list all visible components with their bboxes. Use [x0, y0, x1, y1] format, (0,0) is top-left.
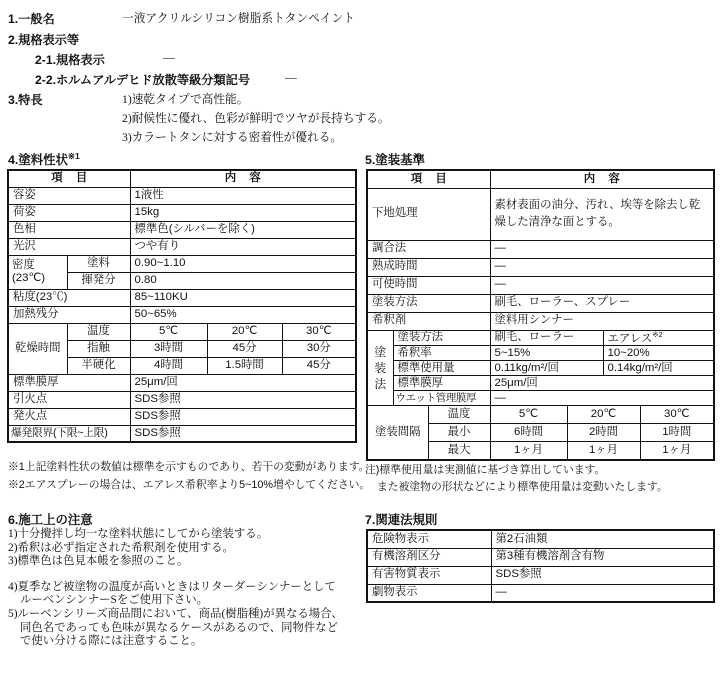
construction-note-4-line2: ルーベンシンナーSをご使用下さい。	[20, 594, 209, 607]
t7-solvent-value: 第3種有機溶剤含有物	[491, 548, 714, 566]
t4-package-value: 15kg	[130, 204, 356, 221]
t5-maturing-label: 熟成時間	[367, 258, 490, 276]
t5-g-usage-label: 標準使用量	[393, 361, 490, 376]
t4-touch-2: 45分	[207, 340, 282, 357]
formaldehyde-value: ―	[285, 71, 297, 84]
formaldehyde-label: 2-2.ホルムアルデヒド放散等級分類記号	[35, 73, 251, 87]
t7-poison-value: ―	[491, 584, 714, 602]
standard-display-label: 2-1.規格表示	[35, 53, 105, 67]
t5-i-temp-30c: 30℃	[640, 406, 714, 424]
t7-solvent-label: 有機溶剤区分	[367, 548, 491, 566]
t5-g-method-label: 塗装方法	[393, 330, 490, 346]
feature-2: 2)耐候性に優れ、色彩が鮮明でツヤが長持ちする。	[122, 112, 390, 125]
t5-i-min-3: 1時間	[640, 424, 714, 442]
construction-note-5-line2: 同色名であっても色味が異なるケースがあるので、同物件など	[20, 621, 339, 634]
t5-method-label: 塗装方法	[367, 294, 490, 312]
t4-temp-30c: 30℃	[282, 323, 356, 340]
t5-method-value: 刷毛、ローラー、スプレー	[490, 294, 714, 312]
t5-thinner-label: 希釈剤	[367, 312, 490, 330]
t5-i-min-2: 2時間	[567, 424, 640, 442]
t5-note-1: 注)標準使用量は実測値に基づき算出しています。	[365, 464, 606, 476]
t4-density-volatile-label: 揮発分	[67, 272, 130, 289]
t5-g-film-label: 標準膜厚	[393, 376, 490, 391]
t5-i-min-1: 6時間	[490, 424, 567, 442]
t4-heating-residue-label: 加熱残分	[8, 306, 130, 323]
t4-color-label: 色相	[8, 221, 130, 238]
features-label: 3.特長	[8, 93, 43, 107]
t4-viscosity-label: 粘度(23℃)	[8, 289, 130, 306]
t5-i-max-label: 最大	[428, 442, 490, 460]
t5-g-usage-v1: 0.11kg/m²/回	[490, 361, 603, 376]
construction-note-5-line1: 5)ルーベンシリーズ商品間において、商品(樹脂種)が異なる場合、	[8, 607, 343, 620]
standard-display-value: ―	[163, 51, 175, 64]
t4-semicure-1: 4時間	[130, 357, 207, 374]
construction-note-4-line1: 4)夏季など被塗物の温度が高いときはリターダーシンナーとして	[8, 580, 336, 593]
t4-semicure-label: 半硬化	[67, 357, 130, 374]
t4-touch-3: 30分	[282, 340, 356, 357]
t4-semicure-2: 1.5時間	[207, 357, 282, 374]
section7-title: 7.関連法規則	[365, 513, 438, 527]
t5-note-2: また被塗物の形状などにより標準使用量は変動いたします。	[377, 481, 668, 493]
t4-density-paint-label: 塗料	[67, 255, 130, 272]
t5-header-content: 内 容	[490, 170, 714, 188]
t5-surface-label: 下地処理	[367, 188, 490, 240]
t5-i-min-label: 最小	[428, 424, 490, 442]
t4-semicure-3: 45分	[282, 357, 356, 374]
application-standards-table	[366, 169, 715, 461]
t5-thinner-value: 塗料用シンナー	[490, 312, 714, 330]
t7-toxic-label: 有害物質表示	[367, 566, 491, 584]
t5-g-film-value: 25μm/回	[490, 376, 714, 391]
regulations-table	[366, 529, 715, 603]
t5-potlife-label: 可使時間	[367, 276, 490, 294]
t4-film-label: 標準膜厚	[8, 374, 130, 391]
t5-g-method-airless-sup: ※2	[652, 330, 663, 339]
t5-i-temp-5c: 5℃	[490, 406, 567, 424]
t5-group-char-1: 塗	[374, 344, 387, 359]
t5-g-ratio-label: 希釈率	[393, 346, 490, 361]
t5-group-char-3: 法	[374, 376, 387, 391]
t4-note-2: ※2エアスプレーの場合は、エアレス希釈率より5~10%増やしてください。	[8, 479, 371, 491]
t4-header-item: 項 目	[8, 170, 130, 187]
t4-package-label: 荷姿	[8, 204, 130, 221]
t4-heating-residue-value: 50~65%	[130, 306, 356, 323]
t7-hazard-value: 第2石油類	[491, 530, 714, 548]
construction-note-5-line3: で使い分ける際には注意すること。	[20, 635, 203, 648]
t4-temp-20c: 20℃	[207, 323, 282, 340]
construction-note-1: 1)十分攪拌し均一な塗料状態にしてから塗装する。	[8, 528, 269, 540]
t5-i-max-2: 1ヶ月	[567, 442, 640, 460]
t7-toxic-value: SDS参照	[491, 566, 714, 584]
construction-note-3: 3)標準色は色見本帳を参照のこと。	[8, 555, 189, 568]
t4-density-label-line1: 密度	[12, 259, 35, 271]
t7-poison-label: 劇物表示	[367, 584, 491, 602]
general-name-label: 1.一般名	[8, 12, 55, 26]
t7-hazard-label: 危険物表示	[367, 530, 491, 548]
t4-drying-temp-label: 温度	[67, 323, 130, 340]
t5-mixing-value: ―	[490, 240, 714, 258]
t4-film-value: 25μm/回	[130, 374, 356, 391]
section4-title-text: 4.塗料性状	[8, 153, 68, 167]
t4-ignition-value: SDS参照	[130, 408, 356, 425]
t5-i-max-1: 1ヶ月	[490, 442, 567, 460]
t5-potlife-value: ―	[490, 276, 714, 294]
t5-i-temp-20c: 20℃	[567, 406, 640, 424]
t4-note-1: ※1上記塗料性状の数値は標準を示すものであり、若干の変動があります。	[8, 461, 370, 473]
t5-g-method-airless	[603, 330, 714, 346]
t4-drying-label: 乾燥時間	[8, 323, 67, 374]
t4-container-value: 1液性	[130, 187, 356, 204]
t4-density-paint-value: 0.90~1.10	[130, 255, 356, 272]
t4-flash-value: SDS参照	[130, 391, 356, 408]
section5-title: 5.塗装基準	[365, 153, 425, 167]
t5-g-method-brush: 刷毛、ローラー	[490, 330, 603, 346]
t5-i-max-3: 1ヶ月	[640, 442, 714, 460]
t4-temp-5c: 5℃	[130, 323, 207, 340]
feature-3: 3)カラートタンに対する密着性が優れる。	[122, 131, 343, 144]
t5-surface-value: 素材表面の油分、汚れ、埃等を除去し乾燥した清浄な面とする。	[490, 188, 714, 240]
general-name-value: 一液アクリルシリコン樹脂系トタンペイント	[122, 12, 355, 25]
t4-flash-label: 引火点	[8, 391, 130, 408]
t4-density-volatile-value: 0.80	[130, 272, 356, 289]
t5-g-wet-label: ウエット管理膜厚	[393, 391, 490, 406]
t4-explosion-value: SDS参照	[130, 425, 356, 442]
t5-mixing-label: 調合法	[367, 240, 490, 258]
t4-header-content: 内 容	[130, 170, 356, 187]
t4-viscosity-value: 85~110KU	[130, 289, 356, 306]
t4-container-label: 容姿	[8, 187, 130, 204]
construction-note-2: 2)希釈は必ず指定された希釈剤を使用する。	[8, 541, 234, 554]
paint-properties-table	[7, 169, 357, 443]
section4-title	[8, 150, 80, 168]
t5-i-temp-label: 温度	[428, 406, 490, 424]
section6-title: 6.施工上の注意	[8, 513, 93, 527]
t5-maturing-value: ―	[490, 258, 714, 276]
t5-g-ratio-v2: 10~20%	[603, 346, 714, 361]
construction-notes-list	[8, 528, 360, 649]
standards-section-label: 2.規格表示等	[8, 33, 80, 47]
t4-ignition-label: 発火点	[8, 408, 130, 425]
t4-touch-label: 指触	[67, 340, 130, 357]
t4-density-label-line2: (23℃)	[12, 272, 46, 284]
t5-g-usage-v2: 0.14kg/m²/回	[603, 361, 714, 376]
t4-color-value: 標準色(シルバーを除く)	[130, 221, 356, 238]
section4-title-sup: ※1	[67, 150, 80, 161]
t5-interval-label: 塗装間隔	[367, 406, 428, 460]
t5-g-wet-value: ―	[490, 391, 714, 406]
t5-g-method-airless-text: エアレス	[607, 332, 653, 345]
feature-1: 1)速乾タイプで高性能。	[122, 93, 249, 106]
t4-gloss-label: 光沢	[8, 238, 130, 255]
t5-group-char-2: 装	[374, 360, 387, 375]
t5-g-ratio-v1: 5~15%	[490, 346, 603, 361]
t4-touch-1: 3時間	[130, 340, 207, 357]
t4-gloss-value: つや有り	[130, 238, 356, 255]
t4-explosion-label: 爆発限界(下限~上限)	[8, 425, 130, 442]
t4-density-label	[8, 255, 67, 289]
t5-header-item: 項 目	[367, 170, 490, 188]
t5-application-group-label	[367, 330, 393, 406]
